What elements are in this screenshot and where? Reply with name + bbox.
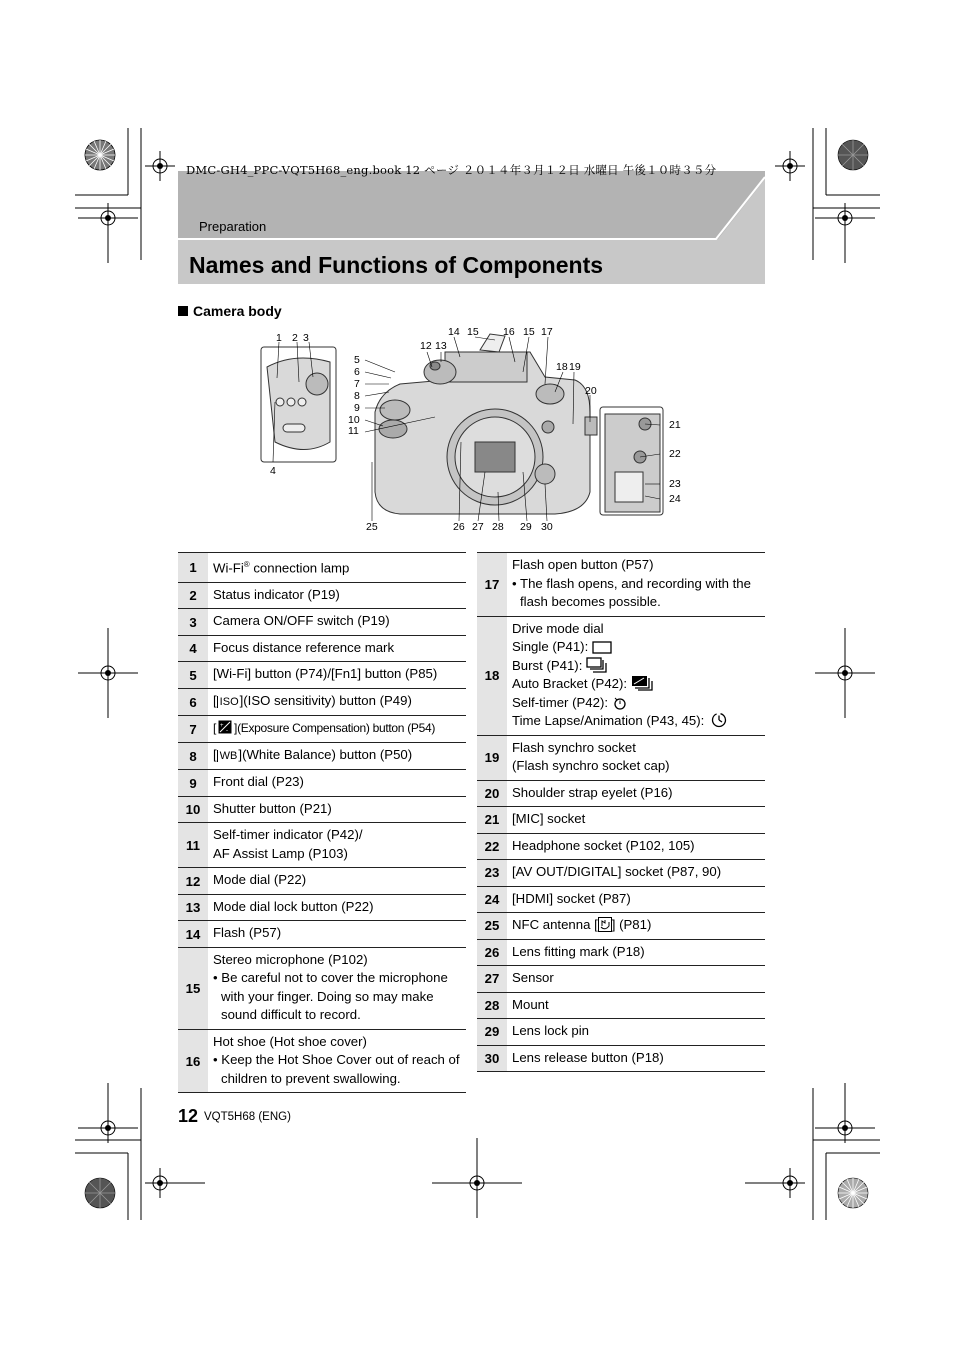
callout-21: 21	[669, 419, 681, 431]
callout-27: 27	[472, 521, 484, 533]
auto-bracket-icon	[631, 675, 653, 691]
subheading-text: Camera body	[193, 303, 282, 319]
table-row: 26 Lens fitting mark (P18)	[477, 939, 765, 966]
callout-1: 1	[276, 332, 282, 344]
section-label: Preparation	[199, 219, 267, 234]
document-code: VQT5H68 (ENG)	[204, 1111, 291, 1123]
table-row: 2 Status indicator (P19)	[178, 582, 466, 609]
callout-11: 11	[348, 425, 359, 437]
subheading	[178, 303, 282, 319]
table-row: 8 [ WB](White Balance) button (P50)	[178, 742, 466, 770]
table-row: 7 [ + - ](Exposure Compensation) button (P54)	[178, 716, 466, 743]
callout-23: 23	[669, 478, 681, 490]
callout-24: 24	[669, 493, 681, 505]
table-row: 14 Flash (P57)	[178, 921, 466, 948]
callout-6: 6	[354, 366, 360, 378]
table-row: 10 Shutter button (P21)	[178, 796, 466, 823]
callout-18: 18	[556, 361, 568, 373]
table-row: 12 Mode dial (P22)	[178, 868, 466, 895]
callout-8: 8	[354, 390, 360, 402]
page-title: Names and Functions of Components	[189, 252, 604, 278]
callout-20: 20	[585, 385, 597, 397]
table-row: 5 [Wi-Fi] button (P74)/[Fn1] button (P85)	[178, 662, 466, 689]
table-row: 9 Front dial (P23)	[178, 770, 466, 797]
camera-diagram	[255, 322, 695, 537]
file-meta: DMC-GH4_PPC-VQT5H68_eng.book 12 ページ ２０１４年３月１２日 水曜日 午後１０時３５分	[186, 163, 717, 177]
callout-16: 16	[503, 326, 515, 338]
components-table-right	[477, 552, 765, 1072]
table-row: 11 Self-timer indicator (P42)/ AF Assist Lamp (P103)	[178, 823, 466, 868]
components-table-left	[178, 552, 466, 1093]
page-number: 12	[178, 1106, 199, 1126]
callout-7: 7	[354, 378, 360, 390]
callout-29: 29	[520, 521, 532, 533]
single-shot-icon	[592, 641, 612, 654]
wb-icon: WB	[217, 750, 239, 762]
callout-12: 12	[420, 340, 432, 352]
callout-25: 25	[366, 521, 378, 533]
callout-4: 4	[270, 465, 276, 477]
table-row: 22 Headphone socket (P102, 105)	[477, 833, 765, 860]
table-row: 18 Drive mode dial Single (P41): Burst (P41): Auto Bracket (P42): Self-timer (P42): Time Lapse/Animation (P43, 45):	[477, 616, 765, 735]
iso-icon: ISO	[217, 696, 240, 708]
table-row: 23 [AV OUT/DIGITAL] socket (P87, 90)	[477, 860, 765, 887]
square-bullet-icon	[178, 306, 188, 316]
table-row: 27 Sensor	[477, 966, 765, 993]
nfc-icon	[598, 917, 612, 932]
callout-5: 5	[354, 354, 360, 366]
callout-3: 3	[303, 332, 309, 344]
callout-17: 17	[541, 326, 553, 338]
table-row: 20 Shoulder strap eyelet (P16)	[477, 780, 765, 807]
time-lapse-icon	[708, 712, 730, 728]
callout-22: 22	[669, 448, 681, 460]
callout-13: 13	[435, 340, 447, 352]
burst-icon	[586, 657, 608, 673]
svg-text:+: +	[220, 723, 224, 730]
table-row: 1 Wi-Fi® connection lamp	[178, 553, 466, 583]
table-row: 24 [HDMI] socket (P87)	[477, 886, 765, 913]
callout-9: 9	[354, 402, 360, 414]
exposure-compensation-icon	[218, 720, 232, 734]
svg-text:-: -	[226, 728, 228, 735]
callout-10: 10	[348, 414, 360, 426]
callout-14: 14	[448, 326, 460, 338]
table-row: 16 Hot shoe (Hot shoe cover) • Keep the Hot Shoe Cover out of reach of children to prevent swallowing.	[178, 1029, 466, 1093]
table-row: 3 Camera ON/OFF switch (P19)	[178, 609, 466, 636]
table-row: 13 Mode dial lock button (P22)	[178, 894, 466, 921]
table-row: 15 Stereo microphone (P102) • Be careful not to cover the microphone with your finger. Doing so may make sound difficult to record.	[178, 947, 466, 1029]
callout-26: 26	[453, 521, 465, 533]
callout-28: 28	[492, 521, 504, 533]
table-row: 21 [MIC] socket	[477, 807, 765, 834]
table-row: 6 [ ISO](ISO sensitivity) button (P49)	[178, 688, 466, 716]
callout-30: 30	[541, 521, 553, 533]
table-row: 29 Lens lock pin	[477, 1019, 765, 1046]
table-row: 17 Flash open button (P57) • The flash opens, and recording with the flash becomes possible.	[477, 553, 765, 617]
callout-19: 19	[569, 361, 581, 373]
table-row: 4 Focus distance reference mark	[178, 635, 466, 662]
table-row: 19 Flash synchro socket (Flash synchro socket cap)	[477, 735, 765, 780]
callout-15a: 15	[467, 326, 479, 338]
self-timer-icon	[612, 696, 628, 710]
table-row: 25 NFC antenna [ ] (P81)	[477, 913, 765, 940]
callout-15b: 15	[523, 326, 535, 338]
callout-2: 2	[292, 332, 298, 344]
table-row: 30 Lens release button (P18)	[477, 1045, 765, 1072]
table-row: 28 Mount	[477, 992, 765, 1019]
